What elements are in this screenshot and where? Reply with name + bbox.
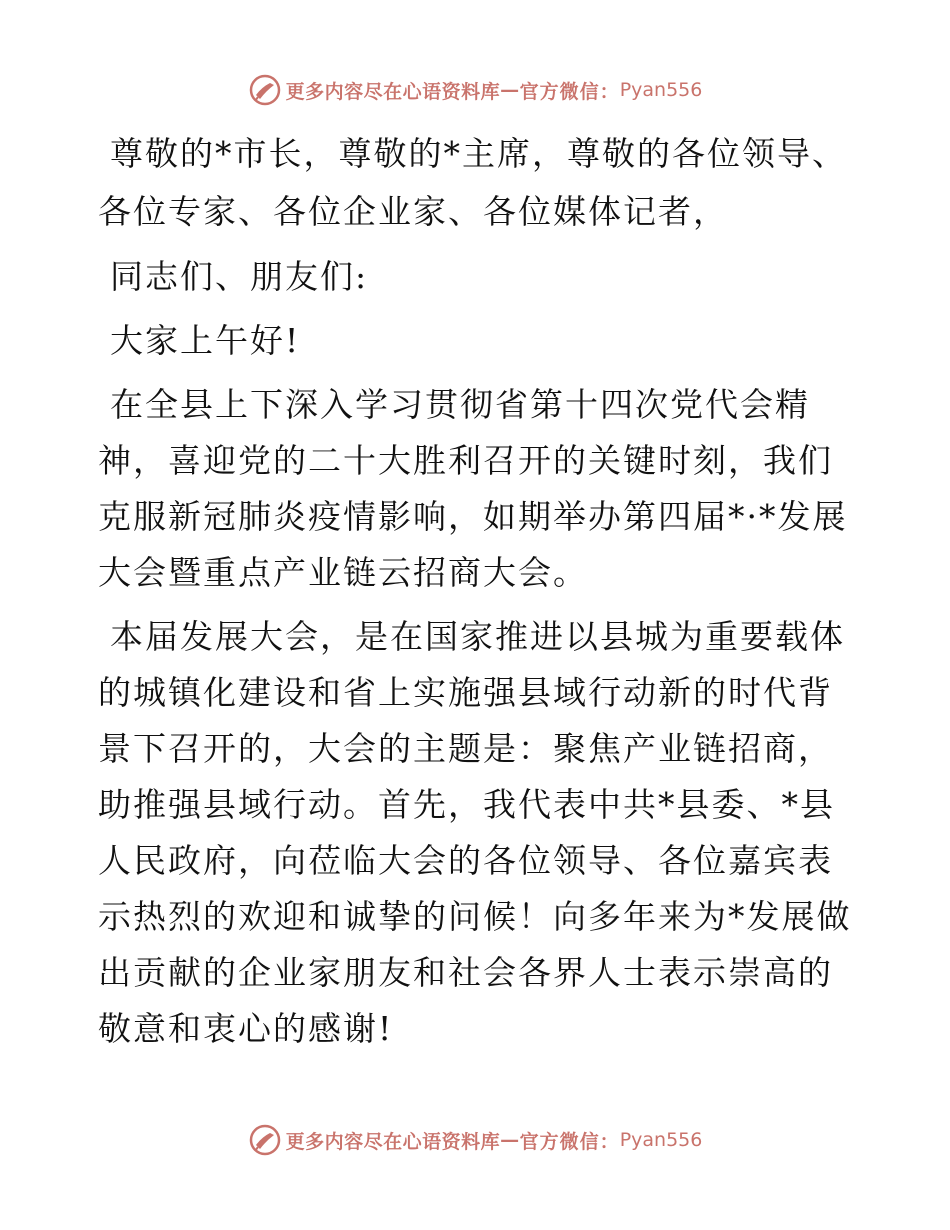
wechat-id: Pyan556 <box>619 79 703 101</box>
book-pen-logo-icon <box>248 73 282 107</box>
salutation-paragraph: 尊敬的*市长，尊敬的*主席，尊敬的各位领导、各位专家、各位企业家、各位媒体记者， <box>98 134 847 231</box>
watermark-banner-top <box>0 70 950 110</box>
greeting-comrades: 同志们、朋友们: <box>110 257 369 296</box>
wechat-id: Pyan556 <box>619 1129 703 1151</box>
wechat-label: 官方微信： <box>519 80 620 103</box>
watermark-text: 更多内容尽在心语资料库 <box>285 80 501 103</box>
body-paragraph: 在全县上下深入学习贯彻省第十四次党代会精神，喜迎党的二十大胜利召开的关键时刻，我们克服新冠肺炎疫情影响，如期举办第四届*·*发展大会暨重点产业链云招商大会。 <box>98 385 848 592</box>
watermark-separator: — <box>500 1129 520 1151</box>
watermark-text: 更多内容尽在心语资料库 <box>285 1130 501 1153</box>
wechat-label: 官方微信： <box>519 1130 620 1153</box>
body-paragraph: 本届发展大会，是在国家推进以县城为重要载体的城镇化建设和省上实施强县域行动新的时代背景下召开的，大会的主题是：聚焦产业链招商，助推强县域行动。首先，我代表中共*县委、*县人民政府，向莅临大会的各位领导、各位嘉宾表示热烈的欢迎和诚挚的问候！向多年来为*发展做出贡献的企业家朋友和社会各界人士表示崇高的敬意和衷心的感谢! <box>98 617 852 1048</box>
watermark-separator: — <box>500 79 520 101</box>
watermark-banner-bottom <box>0 1120 950 1160</box>
book-pen-logo-icon <box>248 1123 282 1157</box>
document-body <box>98 125 858 1057</box>
greeting-morning: 大家上午好! <box>110 321 301 360</box>
